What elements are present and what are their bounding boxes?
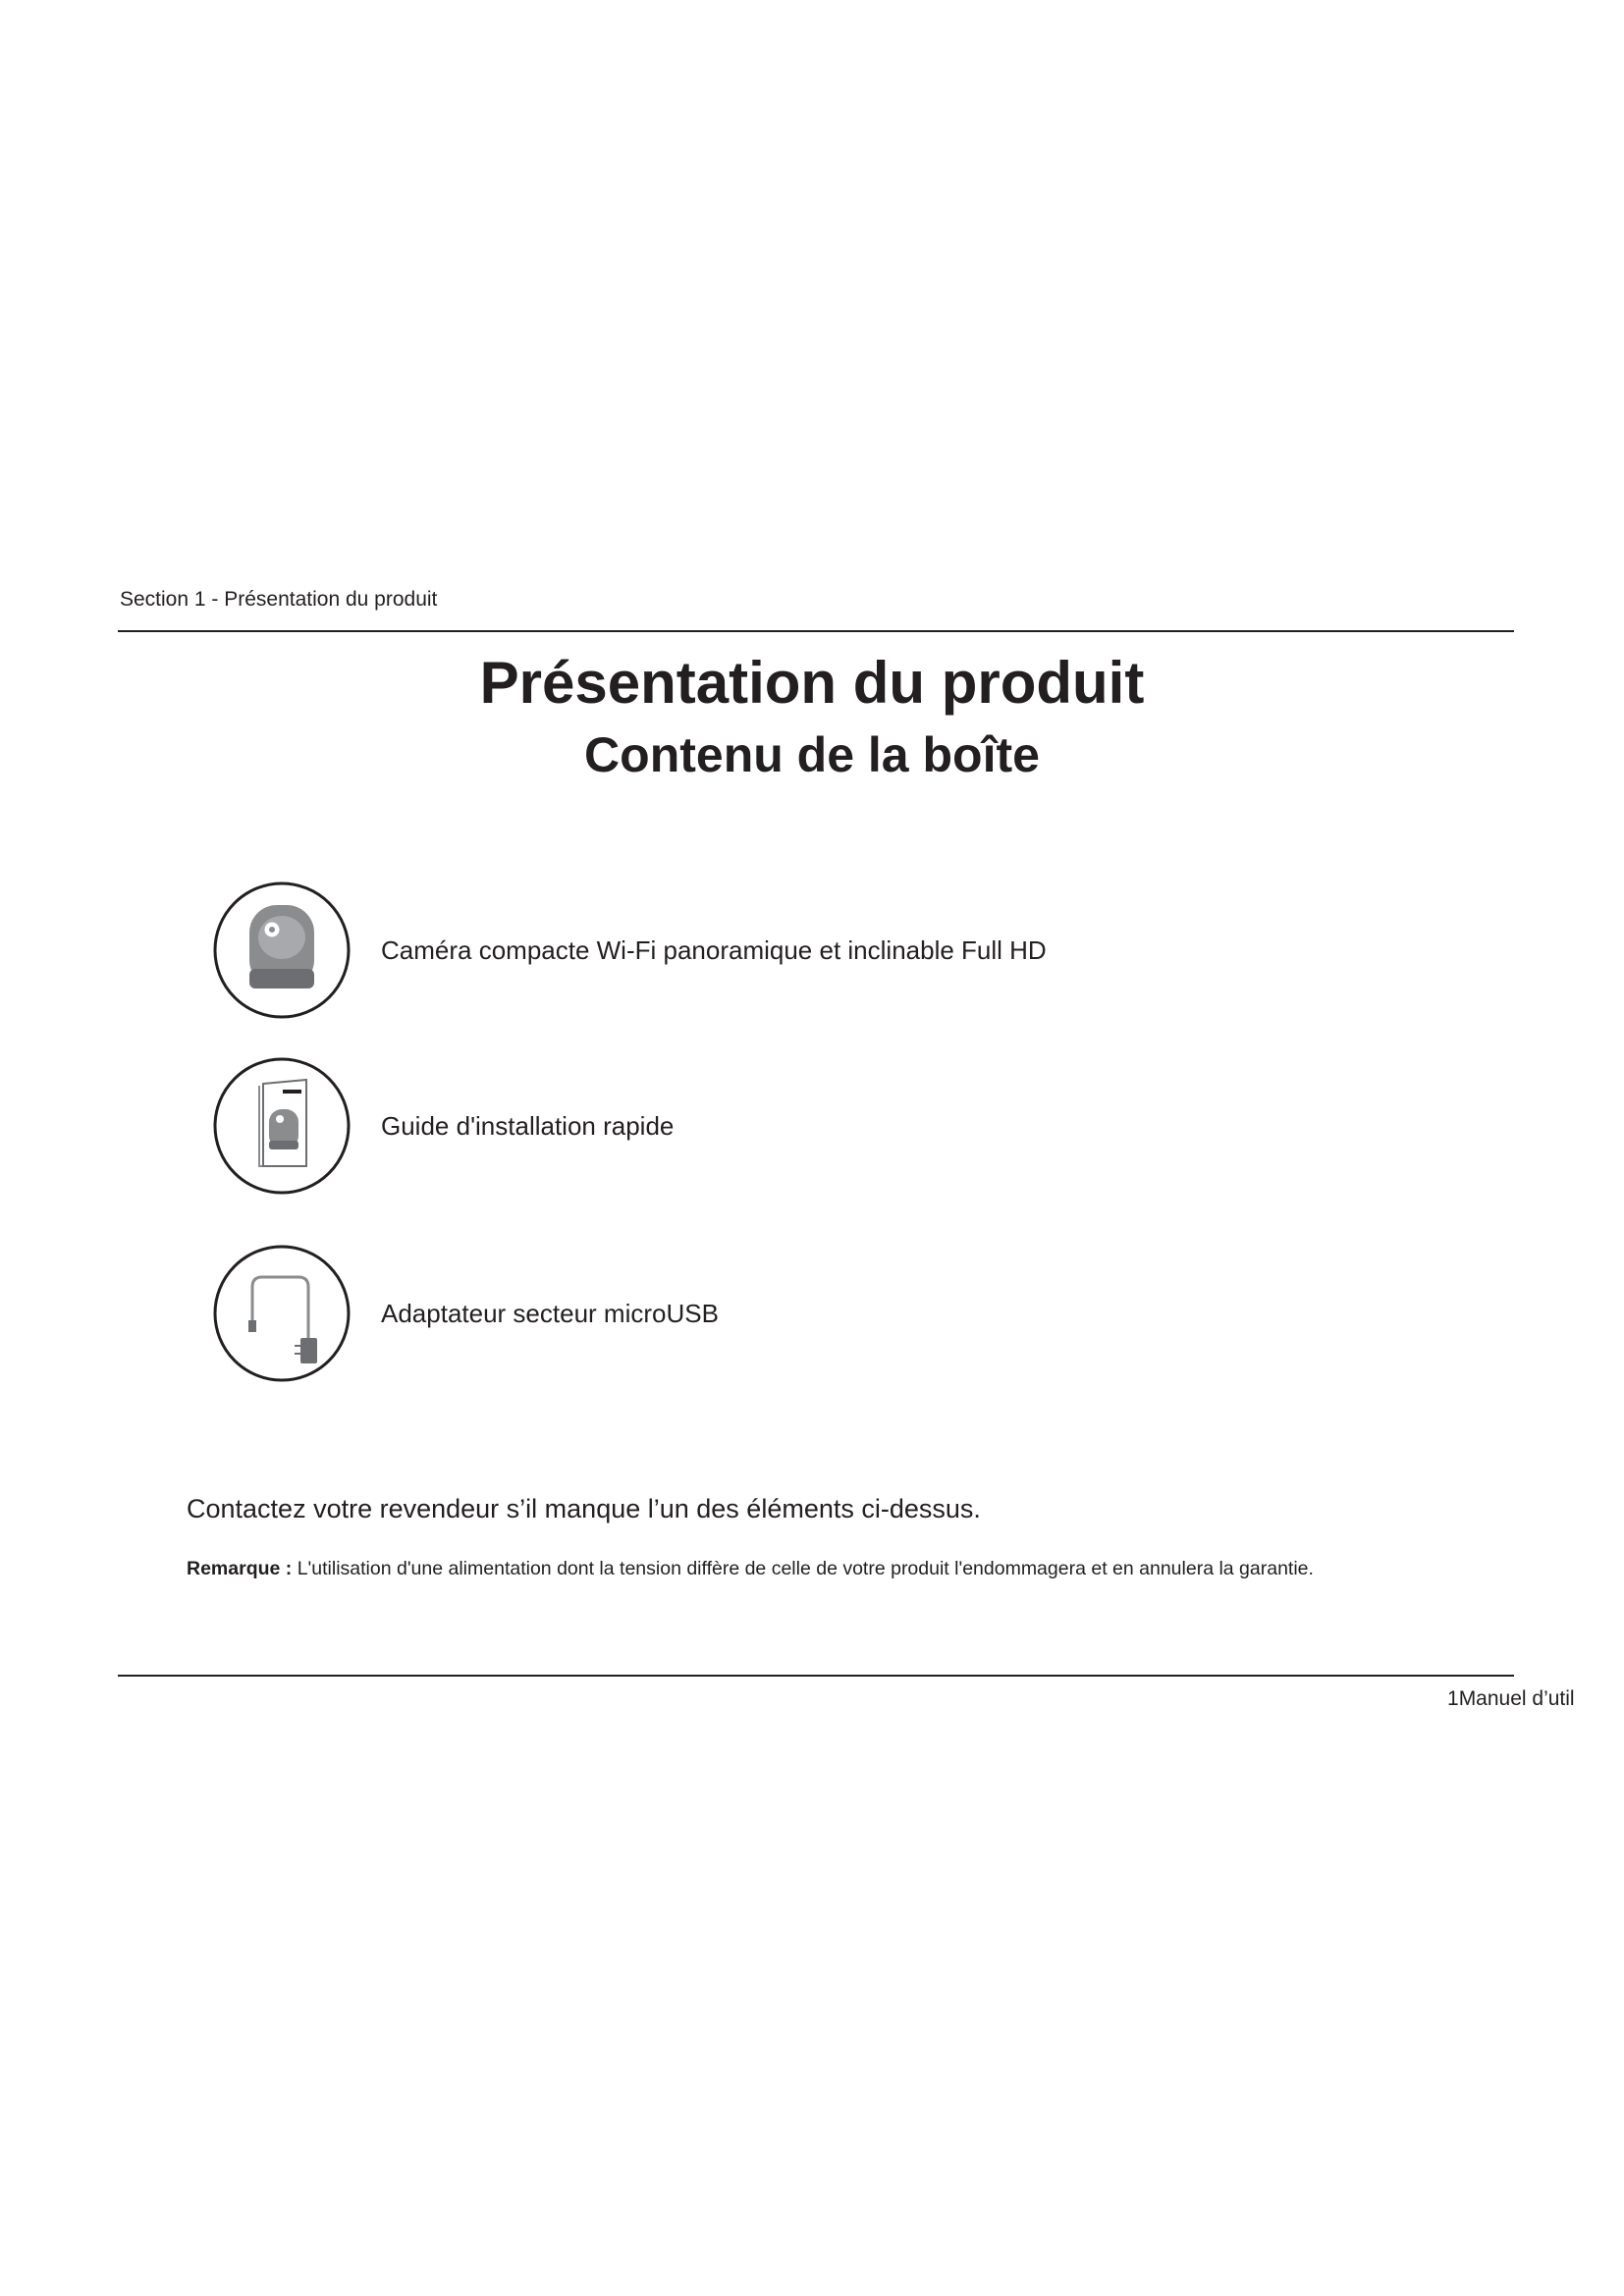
list-item-label: Guide d'installation rapide: [381, 1111, 675, 1141]
header-divider: [118, 630, 1514, 632]
page-number: 1: [1447, 1687, 1459, 1710]
list-item-label: Adaptateur secteur microUSB: [381, 1299, 719, 1328]
page-footer: [1447, 1685, 1575, 1713]
quick-guide-icon: [212, 1056, 352, 1196]
footer-label: Manuel d’util: [1458, 1687, 1575, 1710]
note-label: Remarque :: [187, 1558, 293, 1579]
list-item-label: Caméra compacte Wi-Fi panoramique et inclinable Full HD: [381, 935, 1047, 965]
list-item-camera: [212, 881, 1047, 1020]
page-title: Présentation du produit: [479, 650, 1145, 716]
page-subtitle: Contenu de la boîte: [584, 727, 1040, 782]
camera-icon: [212, 881, 352, 1020]
note-body: L'utilisation d'une alimentation dont la tension diffère de celle de votre produit l'endommagera et en annulera la garantie.: [292, 1558, 1314, 1579]
list-item-adapter: [212, 1244, 719, 1383]
section-label: Section 1 - Présentation du produit: [120, 588, 438, 611]
contact-notice: Contactez votre revendeur s’il manque l’un des éléments ci-dessus.: [187, 1494, 981, 1523]
power-adapter-icon: [212, 1244, 352, 1383]
note: [187, 1555, 1314, 1582]
list-item-guide: [212, 1056, 674, 1196]
footer-divider: [118, 1675, 1514, 1677]
